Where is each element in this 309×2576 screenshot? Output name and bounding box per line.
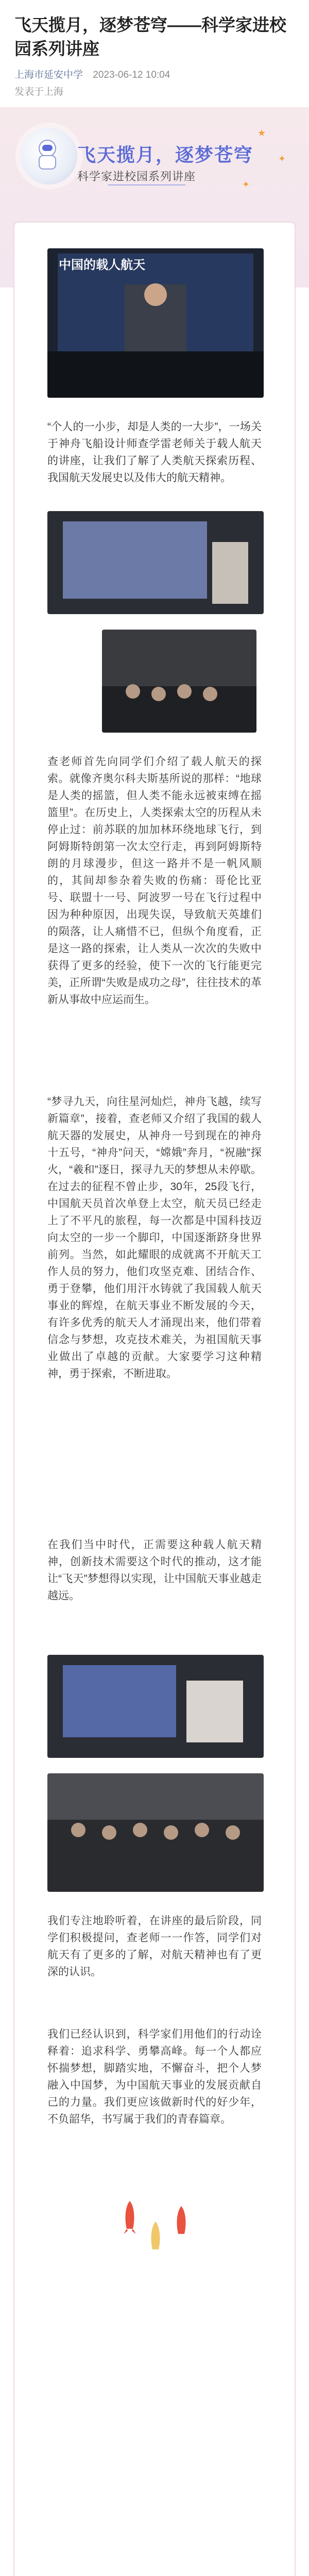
article-title: 飞天揽月，逐梦苍穹——科学家进校园系列讲座 bbox=[14, 15, 286, 58]
paragraph-2: 查老师首先向同学们介绍了载人航天的探索。就像齐奥尔科夫斯基所说的那样：“地球是人类的摇篮，但人类不能永远被束缚在摇篮里”。在历史上，人类探索太空的历程从未停止过：前苏联的加加林环绕地球飞行，到阿姆斯特朗第一次太空行走，再到阿姆斯特朗的月球漫步，但这一路并不是一帆风顺的，其间却参杂着失败的伤痛：哥伦比亚号、联盟十一号、阿波罗一号在飞行过程中因为种种原因，出现失误，导致航天英雄们的陨落，让人痛惜不已，但纵个角度看，正是这一路的探索，让人类从一次次的失败中获得了更多的经验，使下一次的飞行能更完美，正所谓“失败是成功之母”，往往技术的革新从事故中应运而生。 bbox=[47, 756, 262, 1006]
star-icon: ★ bbox=[258, 128, 266, 138]
rocket-decoration bbox=[14, 2201, 295, 2294]
photo-slide-title: 中国的载人航天 bbox=[59, 258, 145, 272]
banner-subtitle: 科学家进校园系列讲座 bbox=[77, 170, 196, 183]
banner-title: 飞天揽月，逐梦苍穹 bbox=[77, 144, 254, 165]
audience-photo bbox=[47, 1773, 264, 1892]
lecture-photo-4 bbox=[47, 1655, 264, 1758]
article-header bbox=[0, 0, 309, 98]
paragraph-1: “个人的一小步，却是人类的一大步”，一场关于神舟飞船设计师查学雷老师关于载人航天的讲座，让我们了解了人类航天探索历程、我国航天发展史以及伟大的航天精神。 bbox=[47, 421, 262, 484]
paragraph-4: 在我们当中时代，正需要这种载人航天精神，创新技术需要这个时代的推动，这才能让“飞天”梦想得以实现，让中国航天事业越走越远。 bbox=[47, 1539, 262, 1602]
paragraph-5: 我们专注地聆听着，在讲座的最后阶段，同学们积极提问，查老师一一作答，同学们对航天有了更多的了解，对航天精神也有了更深的认识。 bbox=[47, 1915, 262, 1978]
rocket-icon bbox=[123, 2201, 137, 2237]
account-name-link[interactable]: 上海市延安中学 bbox=[14, 70, 83, 80]
banner-divider bbox=[108, 184, 185, 185]
rocket-icon bbox=[148, 2222, 163, 2258]
paragraph-6: 我们已经认识到，科学家们用他们的行动诠释着：追求科学、勇攀高峰。每一个人都应怀揣梦想，脚踏实地，不懈奋斗，把个人梦融入中国梦，为中国航天事业的发展贡献自己的力量。我们更应该做新时代的好少年，不负韶华，书写属于我们的青春篇章。 bbox=[47, 2028, 262, 2125]
rocket-icon bbox=[174, 2206, 188, 2242]
star-icon: ✦ bbox=[242, 179, 250, 190]
article-card bbox=[13, 222, 296, 2576]
lecture-photo-3 bbox=[102, 630, 256, 733]
lecture-photo-2 bbox=[47, 511, 264, 614]
star-icon: ✦ bbox=[278, 154, 286, 164]
publish-date: 2023-06-12 10:04 bbox=[93, 70, 170, 80]
astronaut-icon bbox=[32, 137, 63, 173]
article-meta bbox=[14, 67, 295, 98]
publish-location: 发表于上海 bbox=[14, 87, 64, 97]
paragraph-3: “梦寻九天，向往星河灿烂，神舟飞越，续写新篇章”，接着，查老师又介绍了我国的载人航天器的发展史，从神舟一号到现在的神舟十五号，“神舟”问天，“嫦娥”奔月，“祝融”探火，“羲和”逐日，探寻九天的梦想从未停歇。在过去的征程不曾止步，30年，25段飞行，中国航天员首次单登上太空，航天员已经走上了不平凡的旅程，每一次都是中国科技迈向太空的一步一个脚印，中国逐渐跻身世界前列。当然，如此耀眼的成就离不开航天工作人员的努力，他们攻坚克难、团结合作、勇于登攀，他们用汗水铸就了我国载人航天事业的辉煌，在航天事业不断发展的今天，有许多优秀的航天人才涌现出来，他们带着信念与梦想，攻克技术难关，为祖国航天事业做出了卓越的贡献。大家要学习这种精神，勇于探索，不断进取。 bbox=[47, 1096, 262, 1380]
